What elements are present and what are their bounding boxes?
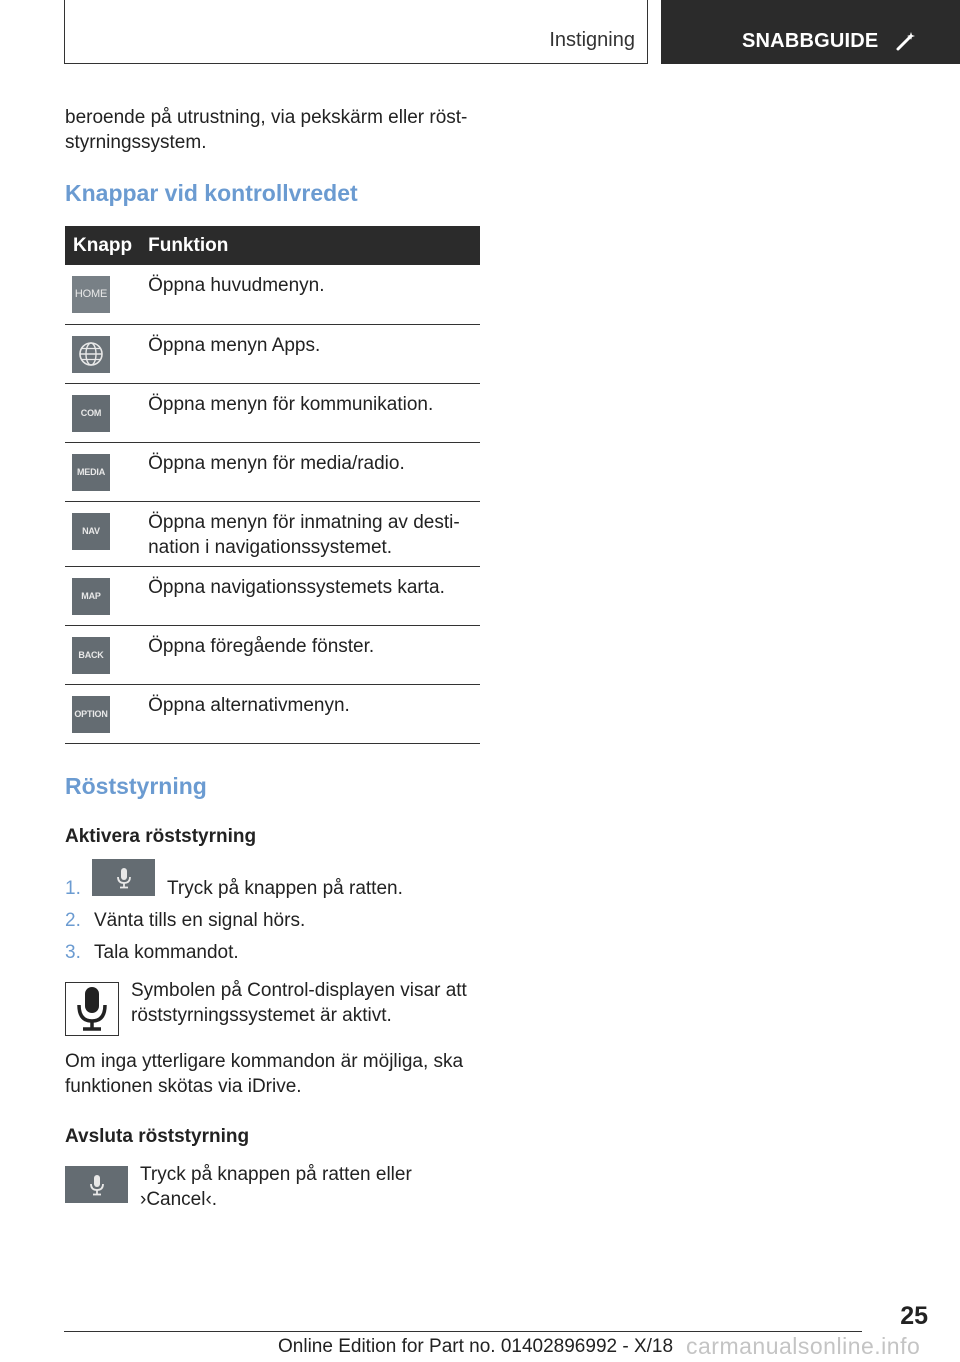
function-cell: Öppna alternativmenyn. (140, 684, 480, 743)
option-key-icon: OPTION (72, 696, 110, 733)
table-row (65, 265, 480, 324)
key-cell (65, 625, 140, 684)
page-number: 25 (900, 1302, 928, 1330)
com-key-icon: COM (72, 395, 110, 432)
microphone-button-icon (65, 1166, 128, 1203)
function-cell: Öppna menyn för inmatning av desti-nation i navigationssystemet. (140, 501, 480, 566)
key-cell (65, 566, 140, 625)
key-cell (65, 442, 140, 501)
footer-divider (64, 1331, 862, 1332)
map-key-icon: MAP (72, 578, 110, 615)
step-number: 1. (65, 878, 81, 899)
column-header-key: Knapp (65, 226, 140, 265)
back-key-icon: BACK (72, 637, 110, 674)
end-note: Tryck på knappen på ratten eller ›Cancel‹. (140, 1164, 412, 1210)
voice-active-symbol-icon (65, 982, 119, 1036)
function-cell: Öppna huvudmenyn. (140, 265, 480, 324)
key-cell (65, 324, 140, 383)
step-text: Tala kommandot. (94, 942, 239, 963)
function-cell: Öppna navigationssystemets karta. (140, 566, 480, 625)
table-row (65, 684, 480, 743)
key-cell (65, 383, 140, 442)
table-row (65, 383, 480, 442)
nav-key-icon: NAV (72, 513, 110, 550)
watermark: carmanualsonline.info (686, 1333, 921, 1359)
key-cell (65, 501, 140, 566)
activate-voice-heading: Aktivera röststyrning (65, 826, 257, 847)
intro-line: beroende på utrustning, via pekskärm eller röst- (65, 107, 468, 128)
microphone-button-icon (92, 859, 155, 896)
media-key-icon: MEDIA (72, 454, 110, 491)
guide-label: SNABBGUIDE (742, 30, 879, 52)
table-row (65, 566, 480, 625)
table-row (65, 625, 480, 684)
column-header-function: Funktion (140, 226, 480, 265)
function-cell: Öppna menyn för kommunikation. (140, 383, 480, 442)
key-cell (65, 265, 140, 324)
table-header-row (65, 226, 480, 265)
globe-icon (72, 336, 110, 373)
step-text: Tryck på knappen på ratten. (167, 878, 403, 899)
step-text: Vänta tills en signal hörs. (94, 910, 306, 931)
voice-heading: Röststyrning (65, 773, 207, 799)
end-voice-heading: Avsluta röststyrning (65, 1126, 250, 1147)
controller-heading: Knappar vid kontrollvredet (65, 180, 358, 206)
table-row (65, 324, 480, 383)
home-key-icon: HOME (72, 276, 110, 313)
section-title: Instigning (549, 29, 635, 51)
edition-text: Online Edition for Part no. 01402896992 - X/18 (278, 1336, 674, 1357)
wand-icon (895, 29, 919, 53)
intro-paragraph (65, 105, 485, 155)
function-cell: Öppna menyn för media/radio. (140, 442, 480, 501)
table-row (65, 442, 480, 501)
function-cell: Öppna menyn Apps. (140, 324, 480, 383)
step-number: 2. (65, 910, 81, 931)
key-cell (65, 684, 140, 743)
symbol-note: Symbolen på Control-displayen visar att röststyrningssystemet är aktivt. (131, 980, 467, 1026)
step-number: 3. (65, 942, 81, 963)
table-row (65, 501, 480, 566)
guide-tab (661, 0, 960, 64)
controller-table (65, 226, 480, 744)
no-commands-note: Om inga ytterligare kommandon är möjliga, ska funktionen skötas via iDrive. (65, 1051, 464, 1097)
function-cell: Öppna föregående fönster. (140, 625, 480, 684)
intro-line: styrningssystem. (65, 132, 207, 153)
